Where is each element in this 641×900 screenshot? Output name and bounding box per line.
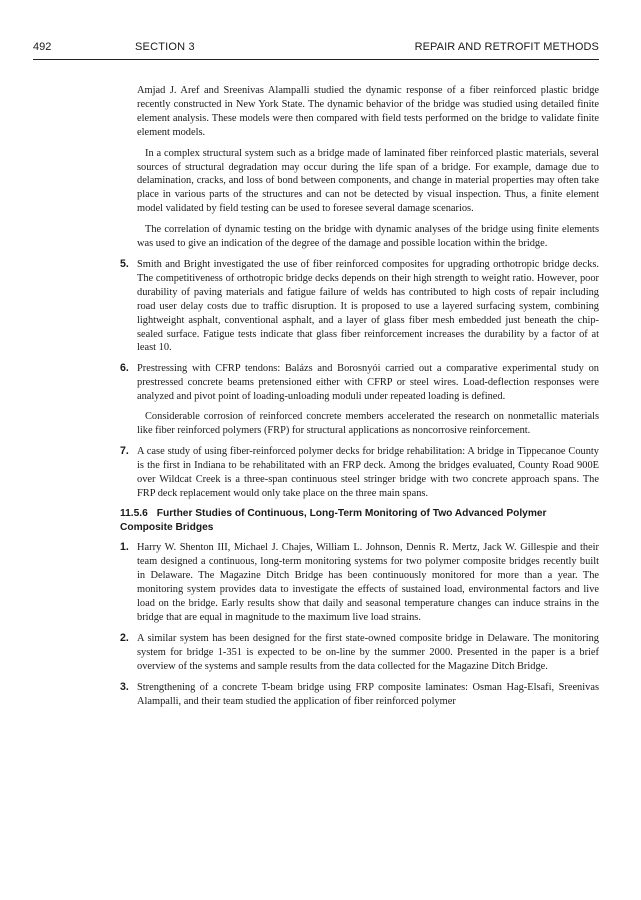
running-header [33,41,599,60]
list-item [120,362,599,438]
running-title: REPAIR AND RETROFIT METHODS [414,41,599,53]
list-item-text: Smith and Bright investigated the use of fiber reinforced composites for upgrading orthotropic bridge decks. The competitiveness of orthotropic bridge decks depends on their high strength to weight ratio. However, poor durability of paving materials and fatigue failure of welds has contributed to high costs of repair including road user delay costs due to traffic disruption. It is proposed to use a layered surfacing system, combining lightweight asphalt, conventional asphalt, and a layer of glass fiber mesh embedded just beneath the chip-sealed surface. Fatigue tests indicate that glass fiber reinforcement increases the durability by a factor of at least 10. [137,258,599,354]
paragraph: The correlation of dynamic testing on the bridge with dynamic analyses of the bridge using finite elements was used to give an indication of the degree of the damage and possible location within the bridge. [137,224,599,250]
subsection-title: Further Studies of Continuous, Long-Term Monitoring of Two Advanced Polymer Composite Bridges [120,508,547,533]
list-item-text: Strengthening of a concrete T-beam bridge using FRP composite laminates: Osman Hag-Elsafi, Sreenivas Alampalli, and their team studied the application of fiber reinforced polymer [137,681,599,707]
page-number: 492 [33,41,52,53]
paragraph: Amjad J. Aref and Sreenivas Alampalli studied the dynamic response of a fiber reinforced plastic bridge recently constructed in New York State. The dynamic behavior of the bridge was studied using detailed finite element analysis. These models were then compared with field tests performed on the bridge to validate finite element models. [137,85,599,138]
list-item [120,631,599,674]
list-item-text: Considerable corrosion of reinforced concrete members accelerated the research on nonmetallic materials like fiber reinforced polymers (FRP) for structural applications as noncorrosive reinforcement. [137,411,599,436]
list-item-number: 2. [120,631,129,644]
list-item [120,541,599,624]
section-label: SECTION 3 [135,41,195,53]
subsection-number: 11.5.6 [120,508,148,520]
list-item-text: A case study of using fiber-reinforced polymer decks for bridge rehabilitation: A bridge in Tippecanoe County is the first in Indiana to be rehabilitated with an FRP deck. Among the bridges evaluated, County Road 900E over Wildcat Creek is a three-span continuous steel stringer bridge with two concrete approach spans. The FRP deck replacement would only take place on the three main spans. [137,445,599,499]
subsection-heading [120,507,599,534]
list-item-number: 3. [120,680,129,693]
list-item [120,257,599,355]
body-text [120,84,599,715]
list-item-text: Harry W. Shenton III, Michael J. Chajes, William L. Johnson, Dennis R. Mertz, Jack W. Gillespie and their team designed a continuous, long-term monitoring systems for two polymer composite bridges recently built in Delaware. The Magazine Ditch Bridge has been continuously monitored for more than a year. The monitoring system provides data to investigate the effects of sustained load, environmental factors and live load on the bridge. Early results show that daily and seasonal temperature changes can induce strains in the bridge that are equal in magnitude to the maximum live load strains. [137,542,599,623]
list-item-text: Prestressing with CFRP tendons: Balázs and Borosnyói carried out a comparative experimental study on prestressed concrete beams pretensioned either with CFRP or steel wires. Load-deflection responses were analyzed and pivot point of loading-unloading moduli under repeated loading is defined. [137,363,599,403]
list-item-number: 7. [120,444,129,457]
list-item [120,444,599,501]
list-item-number: 1. [120,541,129,554]
list-item-text: A similar system has been designed for the first state-owned composite bridge in Delaware. The monitoring system for bridge 1-351 is expected to be on-line by the summer 2000. Presented in the paper is a brief overview of the systems and sample results from the data collected for the Magazine Ditch Bridge. [137,632,599,672]
list-item-number: 5. [120,257,129,270]
list-item [120,680,599,709]
list-item-number: 6. [120,362,129,375]
paragraph: In a complex structural system such as a bridge made of laminated fiber reinforced plastic materials, several sources of structural degradation may occur during the life span of a bridge. For example, damage due to delamination, cracks, and loss of bond between components, and change in material properties may often take place in various parts of the structures and can not be detected by visual inspection. Thus, a finite element model validated by field testing can be used to foresee several damage scenarios. [137,147,599,215]
